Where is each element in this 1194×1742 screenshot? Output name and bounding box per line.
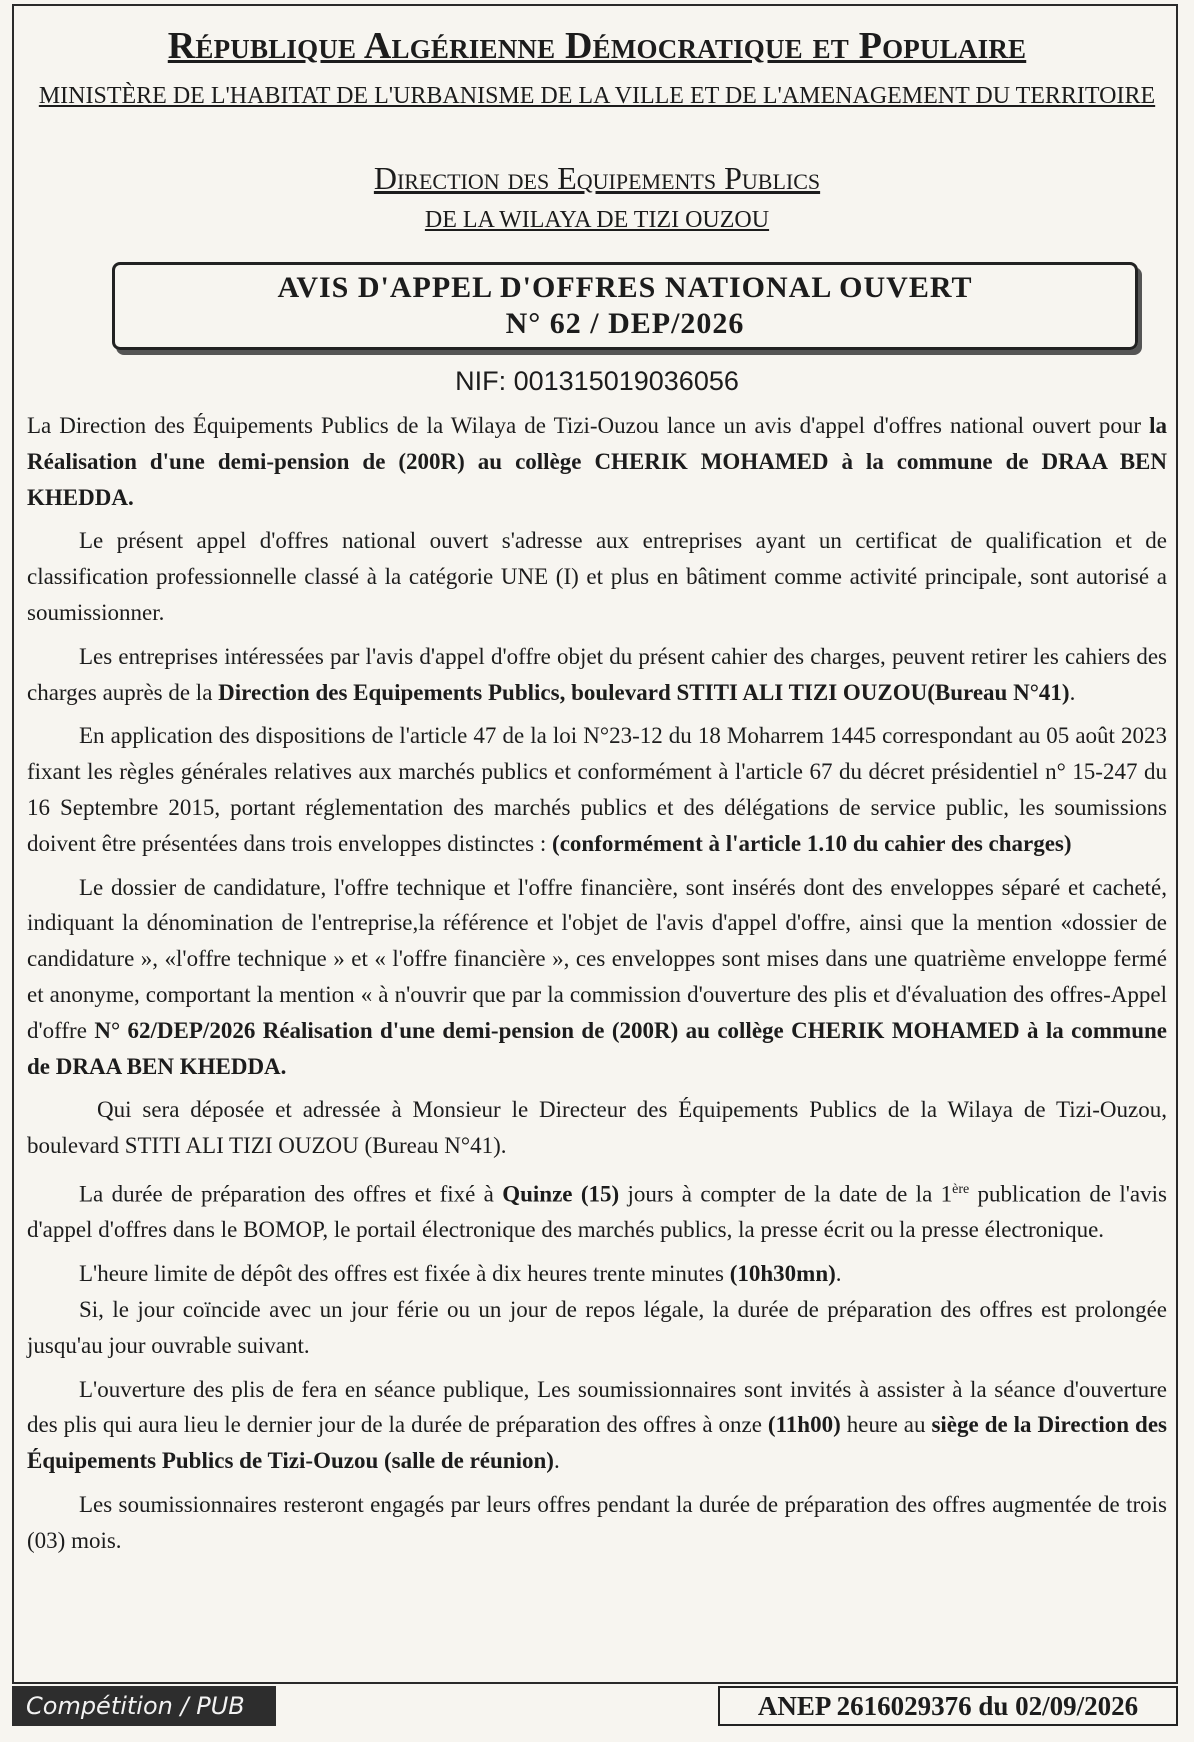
- ministry-title: MINISTÈRE DE L'HABITAT DE L'URBANISME DE LA VILLE ET DE L'AMENAGEMENT DU TERRITOIRE: [38, 83, 1156, 109]
- text: heure au: [840, 1412, 932, 1438]
- text: .: [553, 1448, 560, 1474]
- text: En application des dispositions de l'article 47 de la loi N°23-12 du 18 Moharrem 1445 correspondant au 05 août 2023 fixant les règles générales relatives aux marchés publics et conformément à l'article 67 du décret présidentiel n° 15-247 du 16 Septembre 2015, portant réglementation des marchés publics et des délégations de service public, les soumissions doivent être présentées dans trois enveloppes distinctes :: [27, 723, 1167, 856]
- text: jours à compter de la date de la 1: [619, 1181, 953, 1207]
- text-bold: la Réalisation d'une demi-pension de (200R) au collège CHERIK MOHAMED à la commune de DRAA BEN KHEDDA.: [27, 413, 1167, 510]
- text: L'ouverture des plis de fera en séance publique, Les soumissionnaires sont invités à assister à la séance d'ouverture des plis qui aura lieu le dernier jour de la durée de préparation des offres à onze: [27, 1376, 1167, 1438]
- notice-number: N° 62 / DEP/2026: [505, 307, 745, 340]
- text: L'heure limite de dépôt des offres est fixée à dix heures trente minutes: [79, 1261, 730, 1287]
- paragraph-intro: [27, 408, 1167, 515]
- text: Les entreprises intéressées par l'avis d'appel d'offre objet du présent cahier des charges, peuvent retirer les cahiers des charges auprès de la: [27, 643, 1167, 705]
- paragraph-submission: [27, 1092, 1167, 1164]
- text-bold: Quinze (15): [502, 1181, 620, 1207]
- republic-title: République Algérienne Démocratique et Populaire: [167, 25, 1027, 67]
- paragraph-holiday: Si, le jour coïncide avec un jour férie ou un jour de repos légale, la durée de préparation des offres est prolongée jusqu'au jour ouvrable suivant.: [27, 1296, 1167, 1358]
- direction-title: Direction des Equipements Publics: [373, 160, 821, 196]
- text: .: [835, 1261, 842, 1287]
- text-bold: (conformément à l'article 1.10 du cahier des charges): [552, 830, 1072, 856]
- anep-reference: ANEP 2616029376 du 02/09/2026: [718, 1686, 1178, 1726]
- paragraph-withdrawal: [27, 639, 1167, 711]
- text: .: [500, 1133, 507, 1159]
- paragraph-opening: [27, 1372, 1167, 1479]
- text: La durée de préparation des offres et fixé à: [79, 1181, 503, 1207]
- text: La Direction des Équipements Publics de la Wilaya de Tizi-Ouzou lance un avis d'appel d'offres national ouvert pour: [27, 413, 1150, 438]
- text: .: [1069, 679, 1076, 705]
- text-bold: (11h00): [767, 1412, 841, 1438]
- notice-title-box: [112, 262, 1138, 350]
- text: boulevard STITI ALI TIZI OUZOU (Bureau N°41): [27, 1133, 501, 1159]
- paragraph-legal: [27, 718, 1167, 861]
- notice-title: AVIS D'APPEL D'OFFRES NATIONAL OUVERT: [277, 271, 973, 304]
- text: Le dossier de candidature, l'offre technique et l'offre financière, sont insérés dont des enveloppes séparé et cacheté, indiquant la dénomination de l'entreprise,la référence et l'objet de l'avis d'appel d'offre, ainsi que la mention «dossier de candidature », «l'offre technique » et « l'offre financière », ces enveloppes sont mises dans une quatrième enveloppe fermé et anonyme, comportant la mention « à n'ouvrir que par la commission d'ouverture des plis et d'évaluation des offres-Appel d'offre: [27, 874, 1167, 1043]
- wilaya-title: DE LA WILAYA DE TIZI OUZOU: [424, 207, 770, 233]
- superscript: ère: [952, 1181, 970, 1197]
- paragraph-deadline: [27, 1256, 1167, 1292]
- paragraph-duration: [27, 1172, 1167, 1248]
- text: publication de l'avis d'appel d'offres dans le BOMOP, le portail électronique des marchés publics, la presse écrit ou la presse électronique.: [27, 1181, 1167, 1243]
- paragraph-envelopes: [27, 870, 1167, 1085]
- nif-number: NIF: 001315019036056: [455, 366, 739, 396]
- text-bold: (10h30mn): [729, 1261, 836, 1287]
- text-bold: N° 62/DEP/2026 Réalisation d'une demi-pension de (200R) au collège CHERIK MOHAMED à la commune de DRAA BEN KHEDDA.: [27, 1017, 1168, 1079]
- paragraph-eligibility: Le présent appel d'offres national ouvert s'adresse aux entreprises ayant un certificat de qualification et de classification professionnelle classé à la catégorie UNE (I) et plus en bâtiment comme activité principale, sont autorisé a soumissionner.: [27, 528, 1167, 625]
- text-bold: Direction des Equipements Publics, boulevard STITI ALI TIZI OUZOU(Bureau N°41): [218, 679, 1070, 705]
- text: Qui sera déposée et adressée à Monsieur le Directeur des Équipements Publics de la Wilaya de Tizi-Ouzou,: [97, 1097, 1167, 1123]
- paragraph-commitment: Les soumissionnaires resteront engagés par leurs offres pendant la durée de préparation des offres augmentée de trois (03) mois.: [27, 1491, 1167, 1553]
- text-bold: siège de la Direction des Équipements Publics de Tizi-Ouzou (salle de réunion): [27, 1412, 1167, 1474]
- section-label: Compétition / PUB: [12, 1686, 276, 1726]
- notice-body: [27, 408, 1167, 1567]
